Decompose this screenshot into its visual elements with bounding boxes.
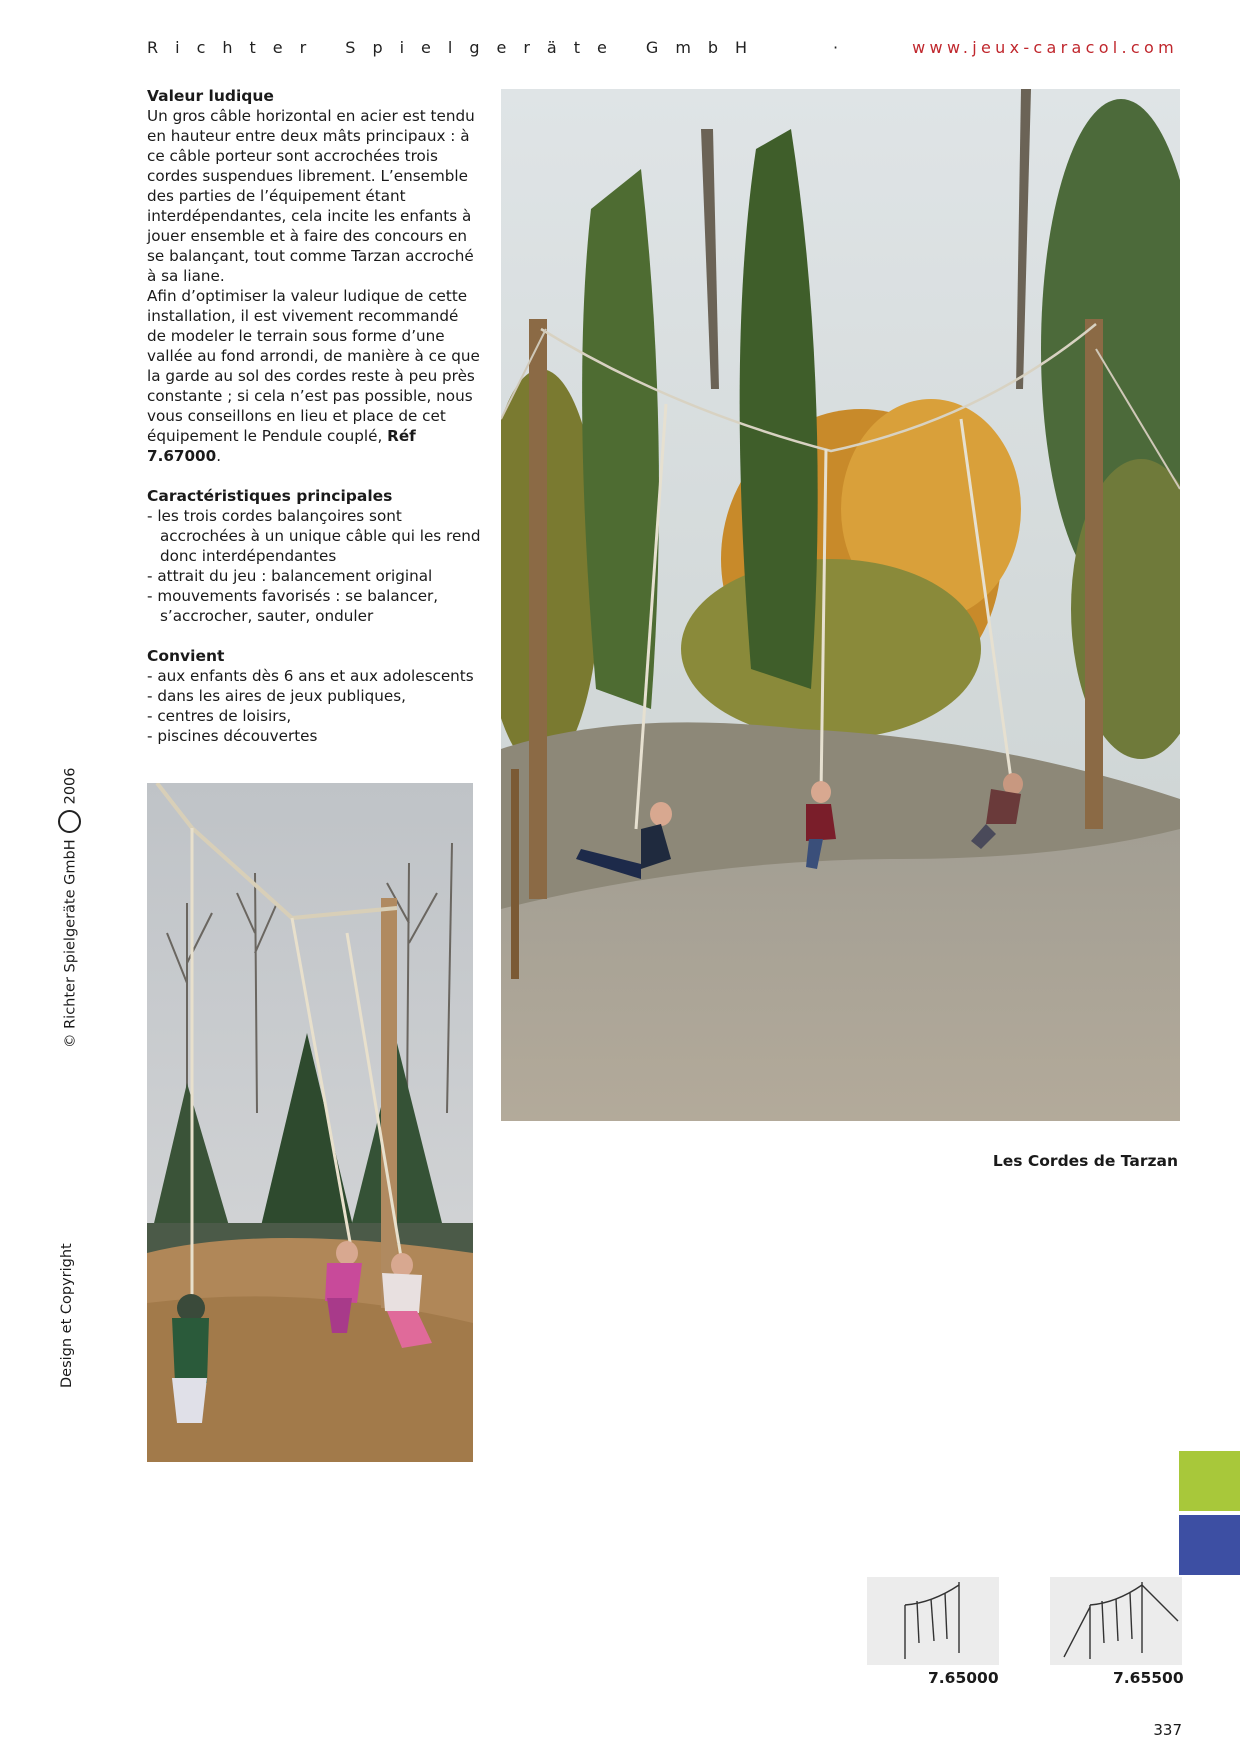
section-convient xyxy=(147,646,482,746)
header-url[interactable]: www.jeux-caracol.com xyxy=(912,38,1178,57)
text-column xyxy=(147,86,482,766)
product-ref-label: 7.65500 xyxy=(1113,1669,1184,1687)
main-photo xyxy=(501,89,1180,1121)
copyright-text: © Richter Spielgeräte GmbH xyxy=(62,839,79,1048)
section-valeur-ludique xyxy=(147,86,482,466)
valeur-body-2 xyxy=(147,286,482,466)
list-item: - mouvements favorisés : se balancer, s’accrocher, sauter, onduler xyxy=(147,586,482,626)
section-title-convient: Convient xyxy=(147,647,225,665)
design-copyright-vertical: Design et Copyright xyxy=(59,1243,75,1388)
valeur-body-2-text: Afin d’optimiser la valeur ludique de cette installation, il est vivement recommandé de modeler le terrain sous forme d’une vallée au fond arrondi, de manière à ce que la garde au sol des cordes reste à peu près constante ; si cela n’est pas possible, nous vous conseillons en lieu et place de cet équipement le Pendule couplé, xyxy=(147,287,480,445)
photo-caption: Les Cordes de Tarzan xyxy=(992,1152,1178,1170)
list-item: - piscines découvertes xyxy=(147,726,482,746)
side-photo xyxy=(147,783,473,1462)
ref-end: . xyxy=(216,447,222,465)
caracteristiques-list xyxy=(147,506,482,626)
list-item: - attrait du jeu : balancement original xyxy=(147,566,482,586)
product-thumbnail xyxy=(1050,1577,1182,1665)
copyright-vertical xyxy=(59,768,82,1049)
valeur-body: Un gros câble horizontal en acier est tendu en hauteur entre deux mâts principaux : à ce câble porteur sont accrochées trois cordes suspendues librement. L’ensemble des parties de l’équipement étant interdépendantes, cela incite les enfants à jouer ensemble et à faire des concours en se balançant, tout comme Tarzan accroché à sa liane. xyxy=(147,107,475,285)
header-company: Richter Spielgeräte GmbH xyxy=(147,38,765,57)
copyright-year: 2006 xyxy=(62,767,79,805)
section-title-caracteristiques: Caractéristiques principales xyxy=(147,487,393,505)
category-tab-green xyxy=(1179,1451,1240,1511)
list-item: - les trois cordes balançoires sont accrochées à un unique câble qui les rend donc interdépendantes xyxy=(147,506,482,566)
list-item: - aux enfants dès 6 ans et aux adolescents xyxy=(147,666,482,686)
category-tab-blue xyxy=(1179,1515,1240,1575)
convient-list xyxy=(147,666,482,746)
list-item: - dans les aires de jeux publiques, xyxy=(147,686,482,706)
product-ref-label: 7.65000 xyxy=(928,1669,999,1687)
list-item: - centres de loisirs, xyxy=(147,706,482,726)
product-reference: Réf 7.67000 xyxy=(147,427,416,465)
page-number: 337 xyxy=(1153,1721,1182,1739)
section-caracteristiques xyxy=(147,486,482,626)
section-title-valeur: Valeur ludique xyxy=(147,87,274,105)
brand-logo-icon xyxy=(58,810,81,833)
header-separator: · xyxy=(833,38,839,57)
product-thumbnail xyxy=(867,1577,999,1665)
